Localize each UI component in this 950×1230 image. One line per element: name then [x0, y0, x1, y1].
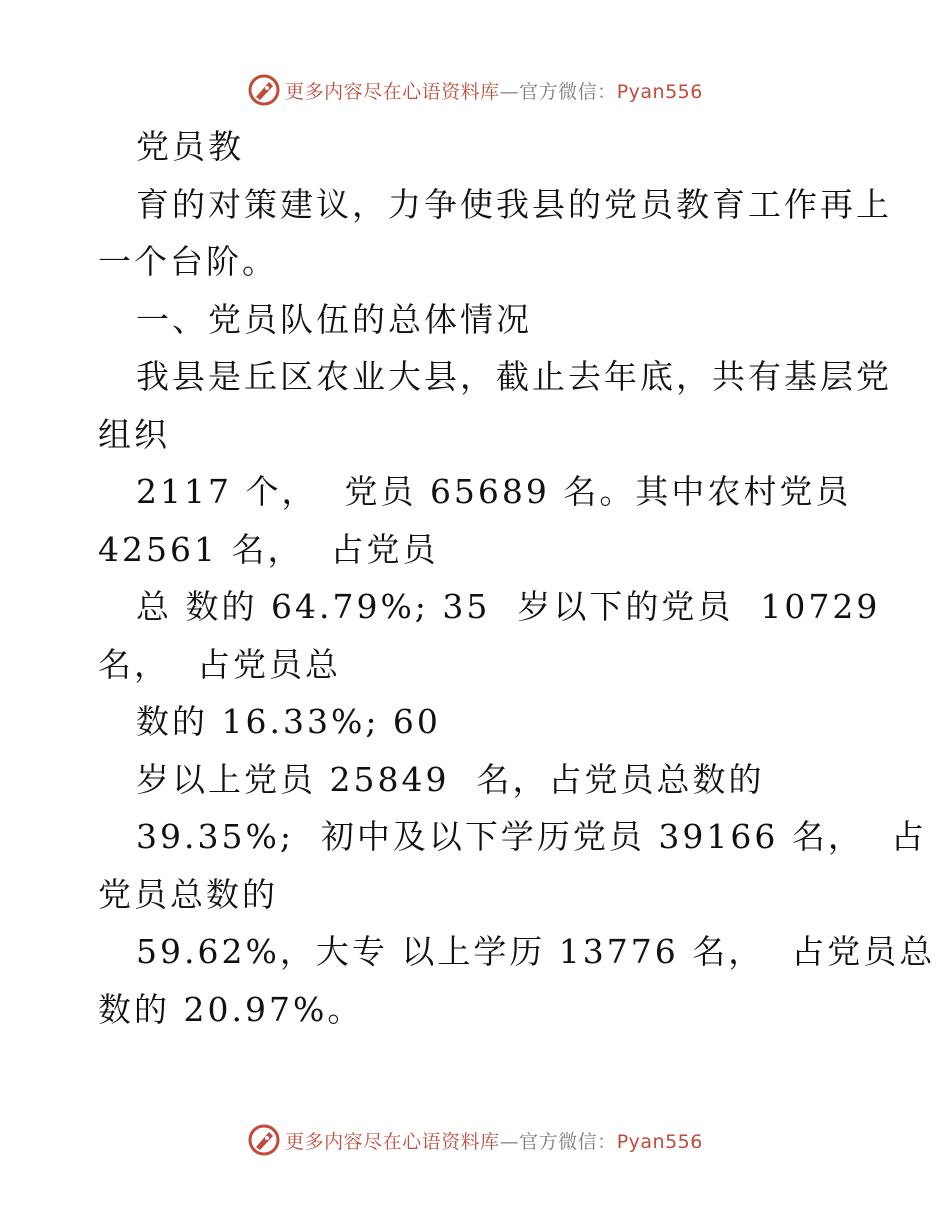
banner-separator: —: [499, 1130, 520, 1153]
pen-logo-icon: [247, 1123, 281, 1157]
banner-wechat-label: 官方微信：: [519, 80, 617, 103]
document-body: [98, 118, 936, 1038]
text-line: 39.35%; 初中及以下学历党员 39166 名， 占: [136, 817, 927, 856]
banner-wechat-label: 官方微信：: [519, 1130, 617, 1153]
watermark-banner-top: [0, 68, 950, 112]
text-line: 党员教: [136, 127, 244, 166]
text-line: 一个台阶。: [98, 242, 278, 281]
text-line: 组织: [98, 414, 170, 454]
text-line: 42561 名， 占党员: [98, 529, 439, 569]
watermark-banner-bottom: [0, 1118, 950, 1162]
text-line: 我县是丘区农业大县，截止去年底，共有基层党: [136, 357, 892, 396]
banner-wechat-id: Pyan556: [616, 80, 703, 103]
text-line: 数的 20.97%。: [98, 989, 364, 1029]
text-line: 59.62%，大专 以上学历 13776 名， 占党员总: [136, 932, 936, 971]
text-line: 党员总数的: [98, 874, 278, 914]
banner-text: 更多内容尽在心语资料库: [285, 1130, 500, 1153]
banner-separator: —: [499, 80, 520, 103]
banner-text: 更多内容尽在心语资料库: [285, 80, 500, 103]
text-line: 一、党员队伍的总体情况: [136, 299, 532, 339]
text-line: 数的 16.33%; 60: [136, 702, 441, 741]
text-line: 总 数的 64.79%; 35 岁以下的党员 10729: [136, 587, 881, 626]
text-line: 岁以上党员 25849 名，占党员总数的: [136, 759, 765, 799]
text-line: 2117 个， 党员 65689 名。其中农村党员: [136, 472, 852, 511]
text-line: 育的对策建议，力争使我县的党员教育工作再上: [136, 184, 892, 224]
banner-wechat-id: Pyan556: [616, 1130, 703, 1153]
text-line: 名， 占党员总: [98, 644, 341, 684]
pen-logo-icon: [247, 73, 281, 107]
